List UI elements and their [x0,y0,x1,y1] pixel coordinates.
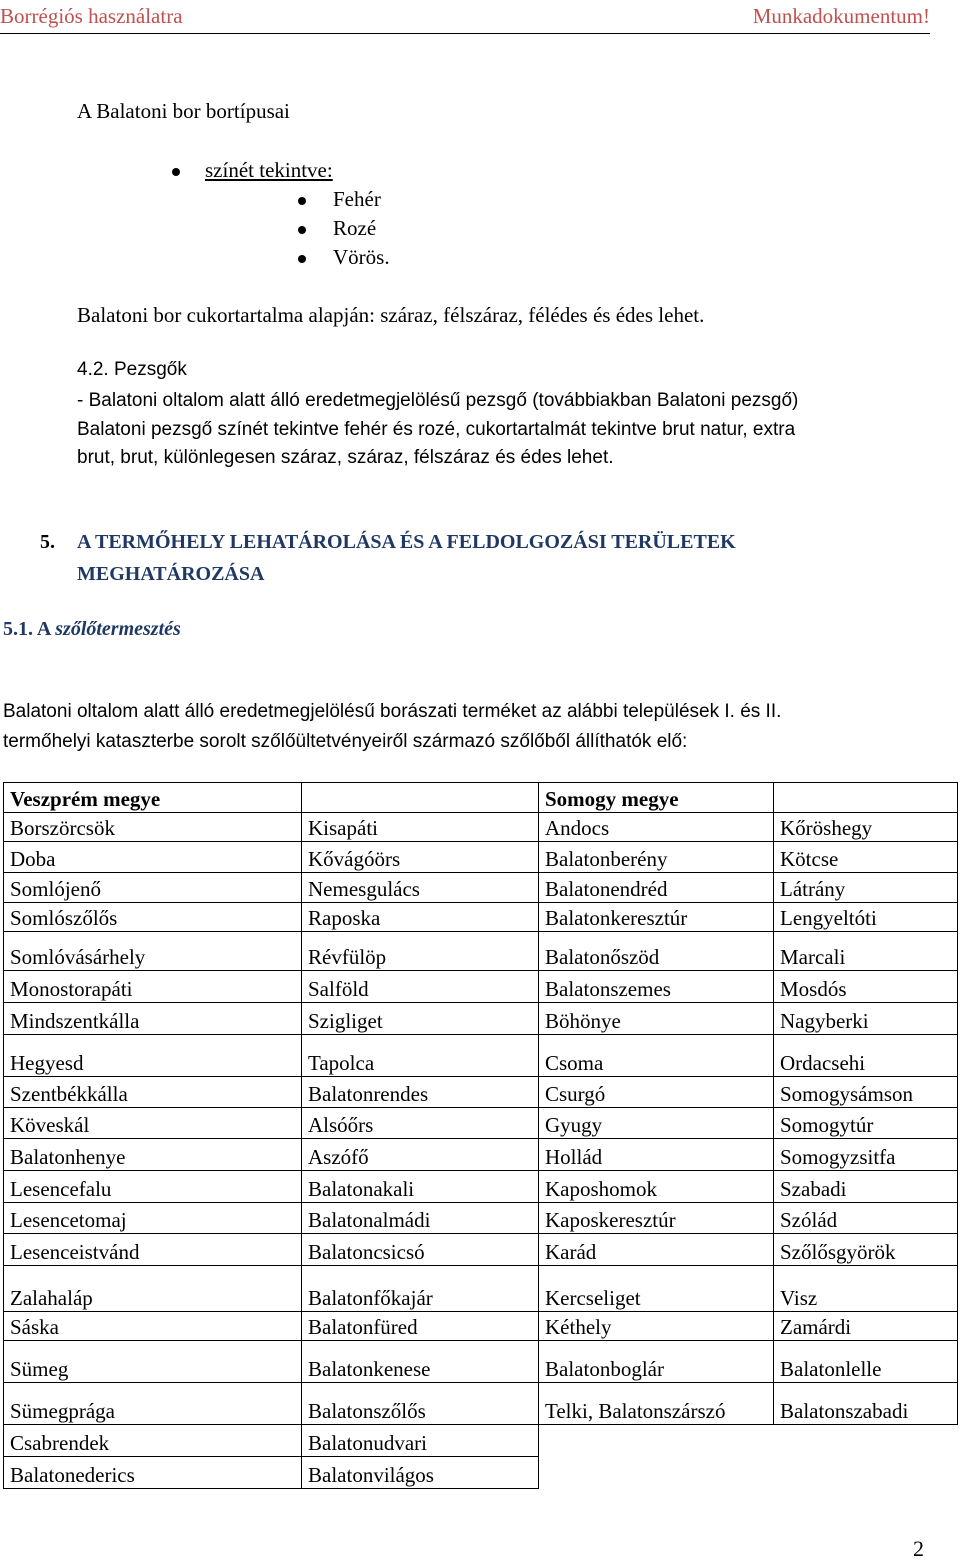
table-row [4,1457,958,1489]
header-cell-empty [774,783,958,813]
table-cell: Andocs [539,813,774,842]
table-cell: Mindszentkálla [4,1003,302,1035]
sugar-content-text: Balatoni bor cukortartalma alapján: száraz, félszáraz, félédes és édes lehet. [77,303,705,327]
table-cell: Kaposkeresztúr [539,1203,774,1234]
table-cell: Böhönye [539,1003,774,1035]
table-cell: Kötcse [774,842,958,873]
table-cell: Balatonhenye [4,1139,302,1171]
table-row [4,1312,958,1341]
chapter-number: 5. [40,531,55,553]
table-cell: Alsóőrs [302,1108,539,1139]
table-cell: Kővágóörs [302,842,539,873]
color-item-red: Vörös. [333,245,390,269]
table-row [4,1341,958,1383]
table-row [4,971,958,1003]
sparkling-line: brut, brut, különlegesen száraz, száraz, félszáraz és édes lehet. [77,447,614,468]
table-cell: Szőlősgyörök [774,1234,958,1266]
table-row [4,1171,958,1203]
table-row [4,1203,958,1234]
bullet-icon [298,255,306,263]
table-cell: Ordacsehi [774,1035,958,1077]
table-cell: Balatonudvari [302,1425,539,1457]
table-cell: Sümegprága [4,1383,302,1425]
table-cell [774,1425,958,1457]
table-row [4,873,958,903]
table-cell: Raposka [302,903,539,932]
bullet-icon [298,197,306,205]
table-row [4,932,958,971]
intro-line: Balatoni oltalom alatt álló eredetmegjelölésű borászati terméket az alábbi települések I. és II. [3,701,782,722]
settlements-table [3,782,958,1489]
table-row [4,813,958,842]
header-cell-veszprem: Veszprém megye [4,783,302,813]
table-cell: Szigliget [302,1003,539,1035]
table-row [4,1139,958,1171]
table-cell: Lesencefalu [4,1171,302,1203]
table-cell: Gyugy [539,1108,774,1139]
table-cell: Kőröshegy [774,813,958,842]
header-right-text: Munkadokumentum! [752,4,930,28]
table-cell: Látrány [774,873,958,903]
table-cell: Telki, Balatonszárszó [539,1383,774,1425]
table-cell: Szólád [774,1203,958,1234]
table-cell: Tapolca [302,1035,539,1077]
table-cell: Köveskál [4,1108,302,1139]
table-row [4,903,958,932]
subsection-number: 5.1. A [3,618,56,640]
table-cell: Balatonlelle [774,1341,958,1383]
table-cell: Balatonfőkajár [302,1266,539,1312]
table-cell: Marcali [774,932,958,971]
table-cell: Balatonalmádi [302,1203,539,1234]
bullet-icon [172,168,180,176]
table-cell: Balatonszőlős [302,1383,539,1425]
section-title: A Balatoni bor bortípusai [77,99,290,123]
table-cell: Nagyberki [774,1003,958,1035]
table-row [4,1035,958,1077]
table-cell: Balatonendréd [539,873,774,903]
table-cell: Révfülöp [302,932,539,971]
table-cell: Zalahaláp [4,1266,302,1312]
table-header-row [4,783,958,813]
subsection-heading [3,618,181,641]
table-cell: Balatonakali [302,1171,539,1203]
table-cell: Zamárdi [774,1312,958,1341]
chapter-title-line2: MEGHATÁROZÁSA [77,563,265,585]
table-cell: Csabrendek [4,1425,302,1457]
table-cell: Csoma [539,1035,774,1077]
table-cell: Karád [539,1234,774,1266]
table-cell: Balatonkeresztúr [539,903,774,932]
chapter-title-line1: A TERMŐHELY LEHATÁROLÁSA ÉS A FELDOLGOZÁSI TERÜLETEK [77,531,736,553]
table-row [4,1425,958,1457]
table-cell: Balatonszemes [539,971,774,1003]
table-cell: Visz [774,1266,958,1312]
subsection-title: szőlőtermesztés [55,618,181,640]
header-left-text: Borrégiós használatra [0,4,183,28]
color-item-rose: Rozé [333,216,377,240]
table-cell: Somogysámson [774,1077,958,1108]
table-cell: Balatoncsicsó [302,1234,539,1266]
table-cell: Nemesgulács [302,873,539,903]
table-cell: Somlóvásárhely [4,932,302,971]
table-cell: Hegyesd [4,1035,302,1077]
table-cell: Mosdós [774,971,958,1003]
sparkling-line: Balatoni pezsgő színét tekintve fehér és rozé, cukortartalmát tekintve brut natur, extra [77,419,796,440]
table-cell: Kisapáti [302,813,539,842]
table-cell: Sümeg [4,1341,302,1383]
table-cell: Somlójenő [4,873,302,903]
table-cell: Balatonberény [539,842,774,873]
header-cell-somogy: Somogy megye [539,783,774,813]
table-cell: Lesenceistvánd [4,1234,302,1266]
table-row [4,1108,958,1139]
table-row [4,1077,958,1108]
header-cell-empty [302,783,539,813]
table-cell: Kaposhomok [539,1171,774,1203]
color-item-white: Fehér [333,187,381,211]
table-cell: Aszófő [302,1139,539,1171]
table-cell: Csurgó [539,1077,774,1108]
table-cell: Szabadi [774,1171,958,1203]
table-cell: Szentbékkálla [4,1077,302,1108]
table-row [4,1266,958,1312]
table-cell: Sáska [4,1312,302,1341]
table-cell: Lesencetomaj [4,1203,302,1234]
table-cell: Balatonőszöd [539,932,774,971]
table-cell: Kéthely [539,1312,774,1341]
table-row [4,1383,958,1425]
bullet-icon [298,226,306,234]
table-cell: Hollád [539,1139,774,1171]
table-cell: Monostorapáti [4,971,302,1003]
table-cell: Somlószőlős [4,903,302,932]
table-cell: Balatonrendes [302,1077,539,1108]
table-cell: Balatonkenese [302,1341,539,1383]
table-cell [774,1457,958,1489]
sparkling-line: - Balatoni oltalom alatt álló eredetmegjelölésű pezsgő (továbbiakban Balatoni pezsgő) [77,390,799,411]
table-cell: Balatonszabadi [774,1383,958,1425]
sparkling-heading: 4.2. Pezsgők [77,359,187,380]
table-cell: Doba [4,842,302,873]
intro-line: termőhelyi kataszterbe sorolt szőlőültetvényeiről származó szőlőből állíthatók elő: [3,731,688,752]
table-cell: Lengyeltóti [774,903,958,932]
table-row [4,1234,958,1266]
table-cell [539,1457,774,1489]
table-cell: Balatonboglár [539,1341,774,1383]
color-list-label: színét tekintve: [205,158,333,182]
table-cell: Salföld [302,971,539,1003]
table-cell: Somogytúr [774,1108,958,1139]
table-cell: Borszörcsök [4,813,302,842]
table-row [4,1003,958,1035]
table-cell: Balatonederics [4,1457,302,1489]
table-cell [539,1425,774,1457]
table-cell: Balatonfüred [302,1312,539,1341]
table-cell: Balatonvilágos [302,1457,539,1489]
table-cell: Kercseliget [539,1266,774,1312]
page-number: 2 [913,1536,924,1561]
page-header [0,0,930,34]
table-cell: Somogyzsitfa [774,1139,958,1171]
table-row [4,842,958,873]
